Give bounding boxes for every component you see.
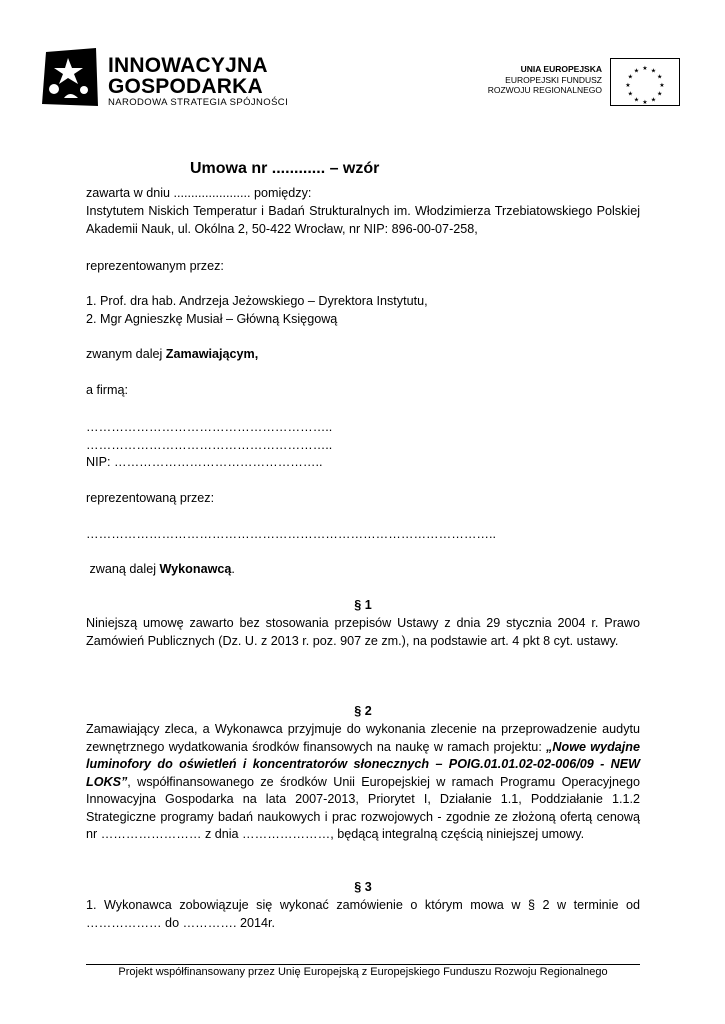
- ig-logo-line1: INNOWACYJNA: [108, 54, 268, 77]
- section-3-item-1: 1. Wykonawca zobowiązuje się wykonać zamówienie o którym mowa w § 2 w terminie od ……………… do …………. 2014r.: [86, 898, 640, 930]
- called-contractor: [86, 561, 640, 579]
- representative-1: 1. Prof. dra hab. Andrzeja Jeżowskiego – Dyrektora Instytutu,: [86, 294, 428, 308]
- section-1-heading: § 1: [354, 598, 372, 612]
- document-title: Umowa nr ............ – wzór: [190, 160, 380, 177]
- eu-flag-icon: [610, 58, 680, 106]
- ig-logo-line2: GOSPODARKA: [108, 75, 263, 98]
- eu-line3: ROZWOJU REGIONALNEGO: [487, 85, 602, 95]
- svg-text:★: ★: [625, 82, 631, 89]
- called-client: [86, 346, 640, 364]
- section-2-heading: § 2: [354, 704, 372, 718]
- svg-text:★: ★: [659, 82, 665, 89]
- client-name: Zamawiającym,: [165, 347, 259, 361]
- ig-logo-subtitle: NARODOWA STRATEGIA SPÓJNOŚCI: [108, 97, 289, 108]
- section-2-text-a: Zamawiający zleca, a Wykonawca przyjmuje do wykonania zlecenie na przeprowadzenie audytu zewnętrznego wydatkowania środków finansowych na naukę w ramach projektu:: [86, 722, 640, 754]
- eu-line1: UNIA EUROPEJSKA: [520, 64, 602, 74]
- contractor-suffix: .: [231, 562, 235, 576]
- svg-text:★: ★: [627, 90, 633, 98]
- footer-text: Projekt współfinansowany przez Unię Europejską z Europejskiego Funduszu Rozwoju Regionalnego: [118, 966, 608, 978]
- contractor-prefix: zwaną dalej: [86, 562, 160, 576]
- firm-represented-by: reprezentowaną przez:: [86, 491, 215, 505]
- ig-logo-text: [108, 55, 268, 97]
- svg-text:★: ★: [642, 99, 648, 106]
- section-2-text: [86, 721, 640, 844]
- firm-label: a firmą:: [86, 383, 128, 397]
- eu-line2: EUROPEJSKI FUNDUSZ: [505, 74, 602, 85]
- project-name: „Nowe wydajne luminofory do oświetleń i koncentratorów słonecznych – POIG.01.01.02-02-006/09 - NEW LOKS”: [86, 739, 641, 789]
- footer-divider: [86, 964, 640, 965]
- svg-text:★: ★: [650, 96, 657, 104]
- section-1-text: Niniejszą umowę zawarto bez stosowania przepisów Ustawy z dnia 29 stycznia 2004 r. Prawo Zamówień Publicznych (Dz. U. z 2013 r. poz. 907 ze zm.), na podstawie art. 4 pkt 8 cyt. ustawy.: [86, 616, 640, 648]
- intro-institute: Instytutem Niskich Temperatur i Badań Strukturalnych im. Włodzimierza Trzebiatowskiego Polskiej Akademii Nauk, ul. Okólna 2, 50-422 Wrocław, nr NIP: 896-00-07-258,: [86, 204, 640, 236]
- firm-blank-1: …………………………………………………..: [86, 420, 333, 434]
- called-prefix: zwanym dalej: [86, 347, 166, 361]
- intro-date: zawarta w dniu ...................... pomiędzy:: [86, 186, 312, 200]
- firm-representative-blank: ……………………………………………………………………………………..: [86, 527, 496, 541]
- firm-nip: NIP: …………………………………………..: [86, 455, 323, 469]
- innowacyjna-gospodarka-logo: [38, 44, 102, 108]
- svg-text:★: ★: [657, 73, 663, 81]
- eu-logo-text: [440, 64, 602, 96]
- section-3-heading: § 3: [354, 880, 372, 894]
- svg-text:★: ★: [633, 96, 640, 104]
- svg-text:★: ★: [650, 67, 657, 75]
- section-2-text-b: , współfinansowanego ze środków Unii Europejskiej w ramach Programu Operacyjnego Innowacyjna Gospodarka na lata 2007-2013, Priorytet I, Działanie 1.1, Poddziałanie 1.1.2 Strategiczne programy badań naukowych i prac rozwojowych - zgodnie ze złożoną ofertą cenową nr …………………… z dnia …………………, będącą integralną częścią niniejszej umowy.: [86, 774, 640, 841]
- svg-text:★: ★: [657, 90, 663, 98]
- firm-blank-2: …………………………………………………..: [86, 438, 333, 452]
- contractor-name: Wykonawcą: [159, 562, 232, 576]
- svg-text:★: ★: [627, 73, 633, 81]
- represented-by: reprezentowanym przez:: [86, 259, 224, 273]
- representative-2: 2. Mgr Agnieszkę Musiał – Główną Księgową: [86, 312, 338, 326]
- svg-text:★: ★: [633, 67, 640, 75]
- svg-text:★: ★: [642, 65, 648, 72]
